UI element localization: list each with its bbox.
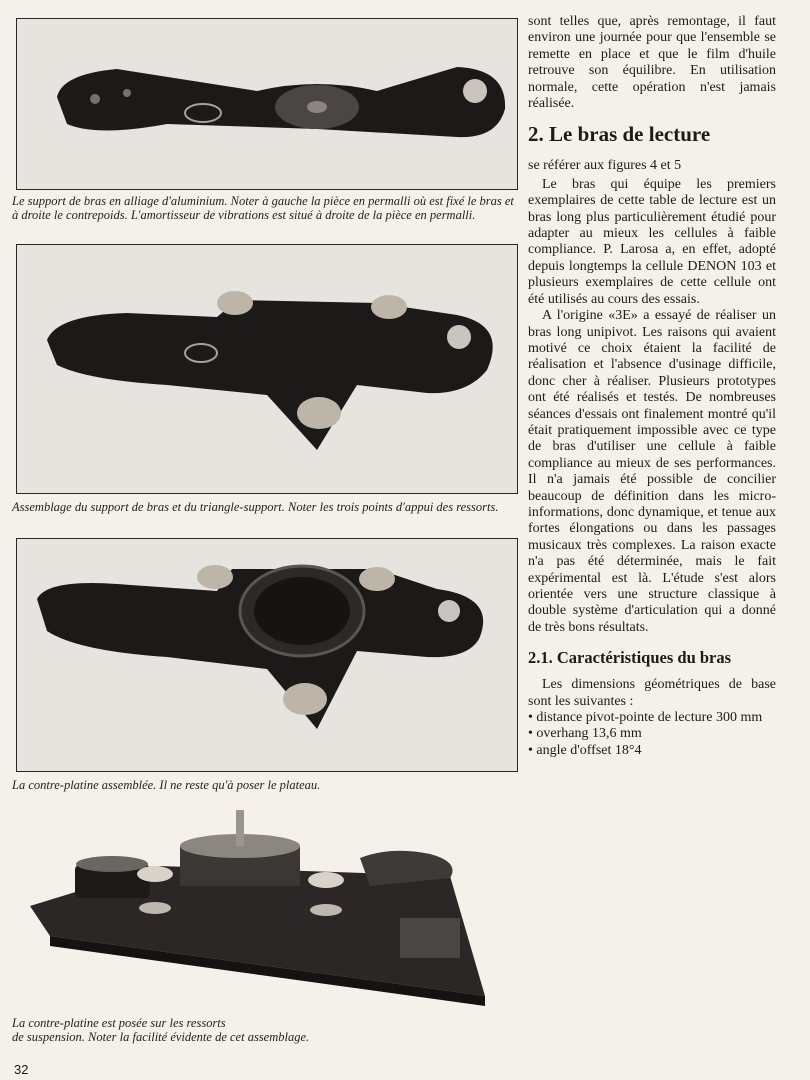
spec-item: • angle d'offset 18°4 [528, 743, 776, 759]
caption-fig4-line1: La contre-platine est posée sur les ressorts [12, 1016, 226, 1030]
photo-sub-platter [16, 538, 518, 772]
intro-paragraph: sont telles que, après remontage, il faut environ une journée pour que l'ensemble se remette en place et que le film d'huile retrouve son équilibre. En utilisation normale, cette opération n'est jamais réalisée. [528, 14, 776, 112]
section-2-1-paragraph: Les dimensions géométriques de base sont les suivantes : [528, 677, 776, 709]
photo-arm-support [16, 18, 518, 190]
caption-fig4 [12, 1016, 517, 1044]
photo-arm-triangle [16, 244, 518, 494]
section-2-refs: se référer aux figures 4 et 5 [528, 158, 682, 174]
caption-fig1: Le support de bras en alliage d'aluminium. Noter à gauche la pièce en permalli où est fixé le bras et à droite le contrepoids. L'amortisseur de vibrations est situé à droite de la pièce en permalli. [12, 194, 514, 222]
spec-item: • overhang 13,6 mm [528, 726, 776, 742]
section-2-paragraph-1: Le bras qui équipe les premiers exemplaires de cette table de lecture est un bras long plus particulièrement étudié pour adapter au mieux les cellules à faible compliance. P. Larosa a, en effet, adopté depuis longtemps la cellule DENON 103 et plusieurs exemplaires de cette cellule ont été utilisés au cours des essais. [528, 176, 776, 307]
section-2-heading: 2. Le bras de lecture [528, 122, 711, 147]
spec-item: • distance pivot-pointe de lecture 300 mm [528, 710, 776, 726]
caption-fig2: Assemblage du support de bras et du triangle-support. Noter les trois points d'appui des ressorts. [12, 500, 499, 514]
section-2-1-heading: 2.1. Caractéristiques du bras [528, 648, 732, 668]
section-2-paragraph-2: A l'origine «3E» a essayé de réaliser un bras long unipivot. Les raisons qui avaient motivé ce choix étaient la facilité de réalisation et l'absence d'usinage difficile, donc cher à réaliser. Plusieurs prototypes ont été réalisés et testés. De nombreuses séances d'essais ont finalement montré qu'il était pratiquement impossible avec ce type de bras d'utiliser une cellule à faible compliance au mieux de ses performances. Il n'a jamais été possible de concilier beaucoup de définition dans les micro-informations, donc dynamique, et tenue aux fortes élongations ou dans les passages musicaux très complexes. La raison exacte n'a pas été déterminée, mais le fait expérimental est là. L'étude s'est alors orientée vers une structure classique à double système d'articulation qui a donné de très bons résultats. [528, 308, 776, 635]
caption-fig4-line2: de suspension. Noter la facilité évidente de cet assemblage. [12, 1030, 310, 1044]
page-number: 32 [14, 1062, 29, 1077]
photo-sub-platter-on-springs [30, 806, 490, 1006]
spec-list [528, 710, 776, 759]
caption-fig3: La contre-platine assemblée. Il ne reste qu'à poser le plateau. [12, 778, 321, 792]
article-column [528, 14, 776, 759]
